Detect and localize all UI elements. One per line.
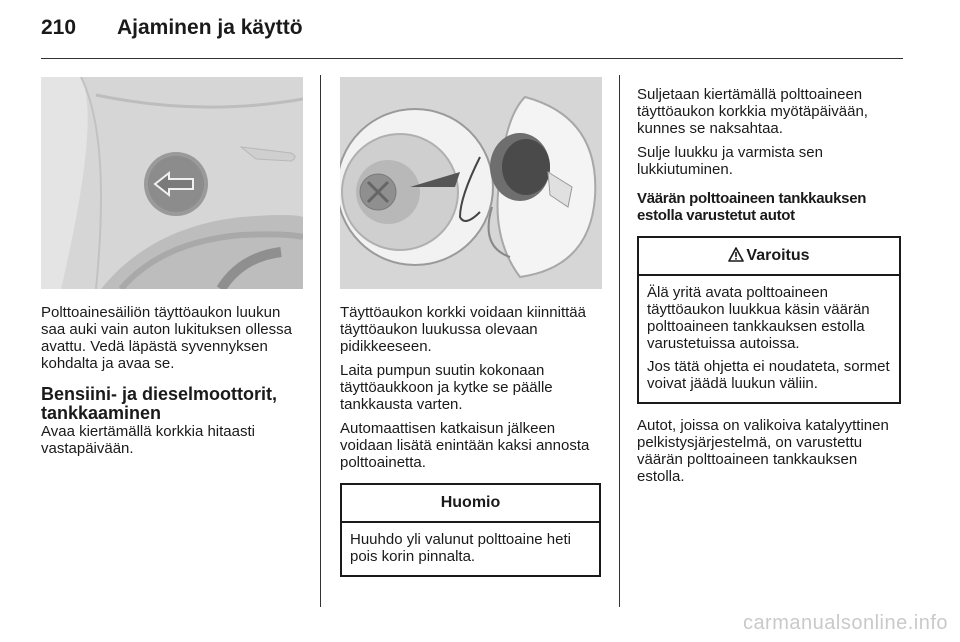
section-text: Avaa kiertämällä korkkia hitaasti vastapäivään.	[41, 423, 255, 457]
column-divider-2	[619, 75, 620, 607]
paragraph: Laita pumpun suutin kokonaan täyttöaukkoon ja kytke se päälle tankkausta varten.	[340, 362, 553, 413]
page-title: Ajaminen ja käyttö	[117, 16, 303, 39]
illustration-caption: Polttoainesäiliön täyttöaukon luukun saa auki vain auton lukituksen ollessa avattu. Vedä läpästä syvennyksen kohdalta ja avaa se.	[41, 304, 292, 372]
column-2	[340, 304, 605, 577]
note-box	[340, 483, 601, 577]
column-3	[637, 86, 905, 492]
paragraph: Sulje luukku ja varmista sen lukkiutuminen.	[637, 144, 823, 178]
warning-box	[637, 236, 901, 404]
watermark: carmanualsonline.info	[742, 612, 948, 634]
fuel-cap-illustration	[340, 77, 602, 289]
warning-triangle-icon	[728, 247, 744, 262]
paragraph: Autot, joissa on valikoiva katalyyttinen pelkistysjärjestelmä, on varustettu väärän polttoaineen tankkauksen estolla.	[637, 417, 889, 485]
warning-header	[639, 238, 899, 276]
note-text: Huuhdo yli valunut polttoaine heti pois korin pinnalta.	[350, 531, 571, 565]
fuel-flap-illustration	[41, 77, 303, 289]
column-1	[41, 304, 306, 464]
page-number: 210	[41, 16, 77, 39]
column-divider-1	[320, 75, 321, 607]
paragraph: Täyttöaukon korkki voidaan kiinnittää täyttöaukon luukussa olevaan pidikkeeseen.	[340, 304, 586, 355]
header-divider	[41, 58, 903, 59]
warning-text: Jos tätä ohjetta ei noudateta, sormet voivat jäädä luukun väliin.	[647, 358, 890, 392]
warning-title: Varoitus	[746, 247, 810, 264]
section-heading: Bensiini- ja dieselmoottorit, tankkaaminen	[41, 384, 278, 423]
note-title: Huomio	[342, 485, 599, 523]
paragraph: Suljetaan kiertämällä polttoaineen täyttöaukon korkkia myötäpäivään, kunnes se naksahtaa.	[637, 86, 868, 137]
subheading: Väärän polttoaineen tankkauksen estolla varustetut autot	[637, 190, 867, 224]
warning-text: Älä yritä avata polttoaineen täyttöaukon luukkua käsin väärän polttoaineen tankkauksen estolla varustetuissa autoissa.	[647, 284, 870, 352]
paragraph: Automaattisen katkaisun jälkeen voidaan lisätä enintään kaksi annosta polttoainetta.	[340, 420, 590, 471]
